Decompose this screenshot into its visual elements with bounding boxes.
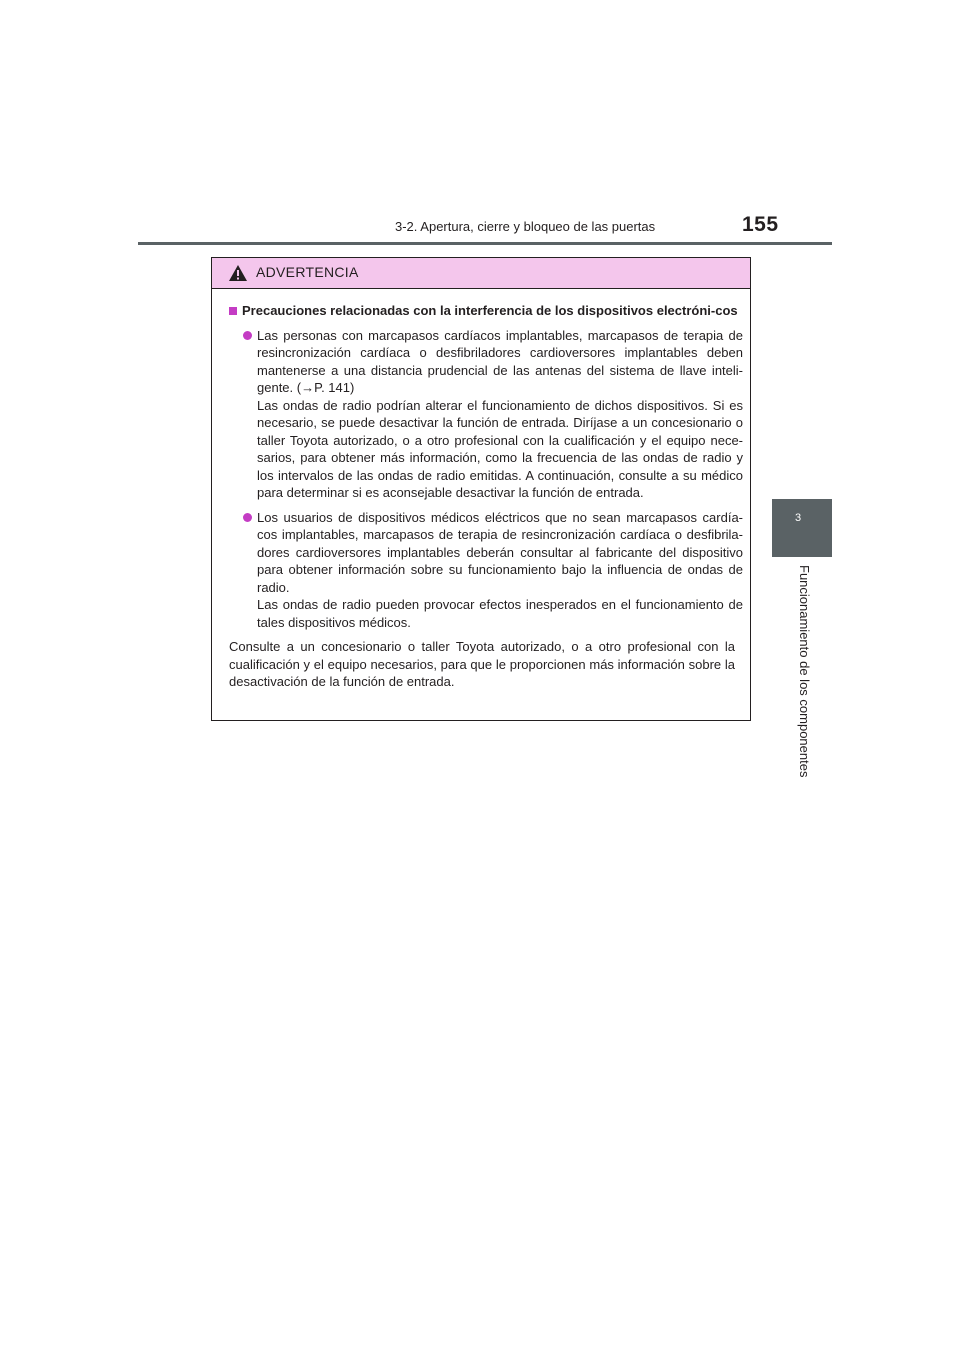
chapter-tab xyxy=(772,499,832,557)
round-bullet-icon xyxy=(243,331,252,340)
header-rule xyxy=(138,242,832,245)
bullet-text-continued: Las ondas de radio podrían alterar el funcionamiento de dichos dispositivos. Si es necesario, se puede desactivar la función de entrada. Diríjase a un concesionario o taller Toyota autorizado, o a otro profesional con la cualificación y el equipo nece-sarios, para obtener más información, como la frecuencia de las ondas de radio y los intervalos de las ondas de radio emitidas. A continuación, consulte a su médico para determinar si es aconsejable desactivar la función de entrada. xyxy=(257,397,743,500)
bullet-text-continued: Las ondas de radio pueden provocar efectos inesperados en el funcionamiento de tales dispositivos médicos. xyxy=(257,597,743,630)
heading-text: Precauciones relacionadas con la interferencia de los dispositivos electróni-cos xyxy=(242,303,738,318)
chapter-number: 3 xyxy=(795,512,802,524)
chapter-title: Funcionamiento de los componentes xyxy=(797,565,812,778)
bullet-text: Los usuarios de dispositivos médicos eléctricos que no sean marcapasos cardía-cos implantables, marcapasos de terapia de resincronización cardíaca o desfibrila-dores cardioversores implantables deberán consultar al fabricante del dispositivo para obtener información sobre su funcionamiento bajo la influencia de ondas de radio. xyxy=(257,509,743,595)
warning-header xyxy=(212,258,750,289)
square-bullet-icon xyxy=(229,307,237,315)
bullet-item xyxy=(243,327,743,502)
warning-triangle-icon xyxy=(228,264,248,282)
bullet-text: Las personas con marcapasos cardíacos implantables, marcapasos de terapia de resincronización cardíaca o desfibriladores cardioversores implantables deben mantenerse a una distancia prudencial de las antenas del sistema de llave inteli-gente. (→P. 141) xyxy=(257,327,743,395)
bullet-item xyxy=(243,509,743,632)
warning-title: ADVERTENCIA xyxy=(256,264,359,280)
round-bullet-icon xyxy=(243,513,252,522)
section-title: 3-2. Apertura, cierre y bloqueo de las puertas xyxy=(395,219,656,234)
closing-paragraph: Consulte a un concesionario o taller Toyota autorizado, o a otro profesional con la cualificación y el equipo necesarios, para que le proporcionen más información sobre la desactivación de la función de entrada. xyxy=(229,639,735,689)
warning-body xyxy=(212,289,750,691)
page-number: 155 xyxy=(742,213,779,236)
warning-heading xyxy=(229,302,743,320)
warning-box xyxy=(211,257,751,721)
